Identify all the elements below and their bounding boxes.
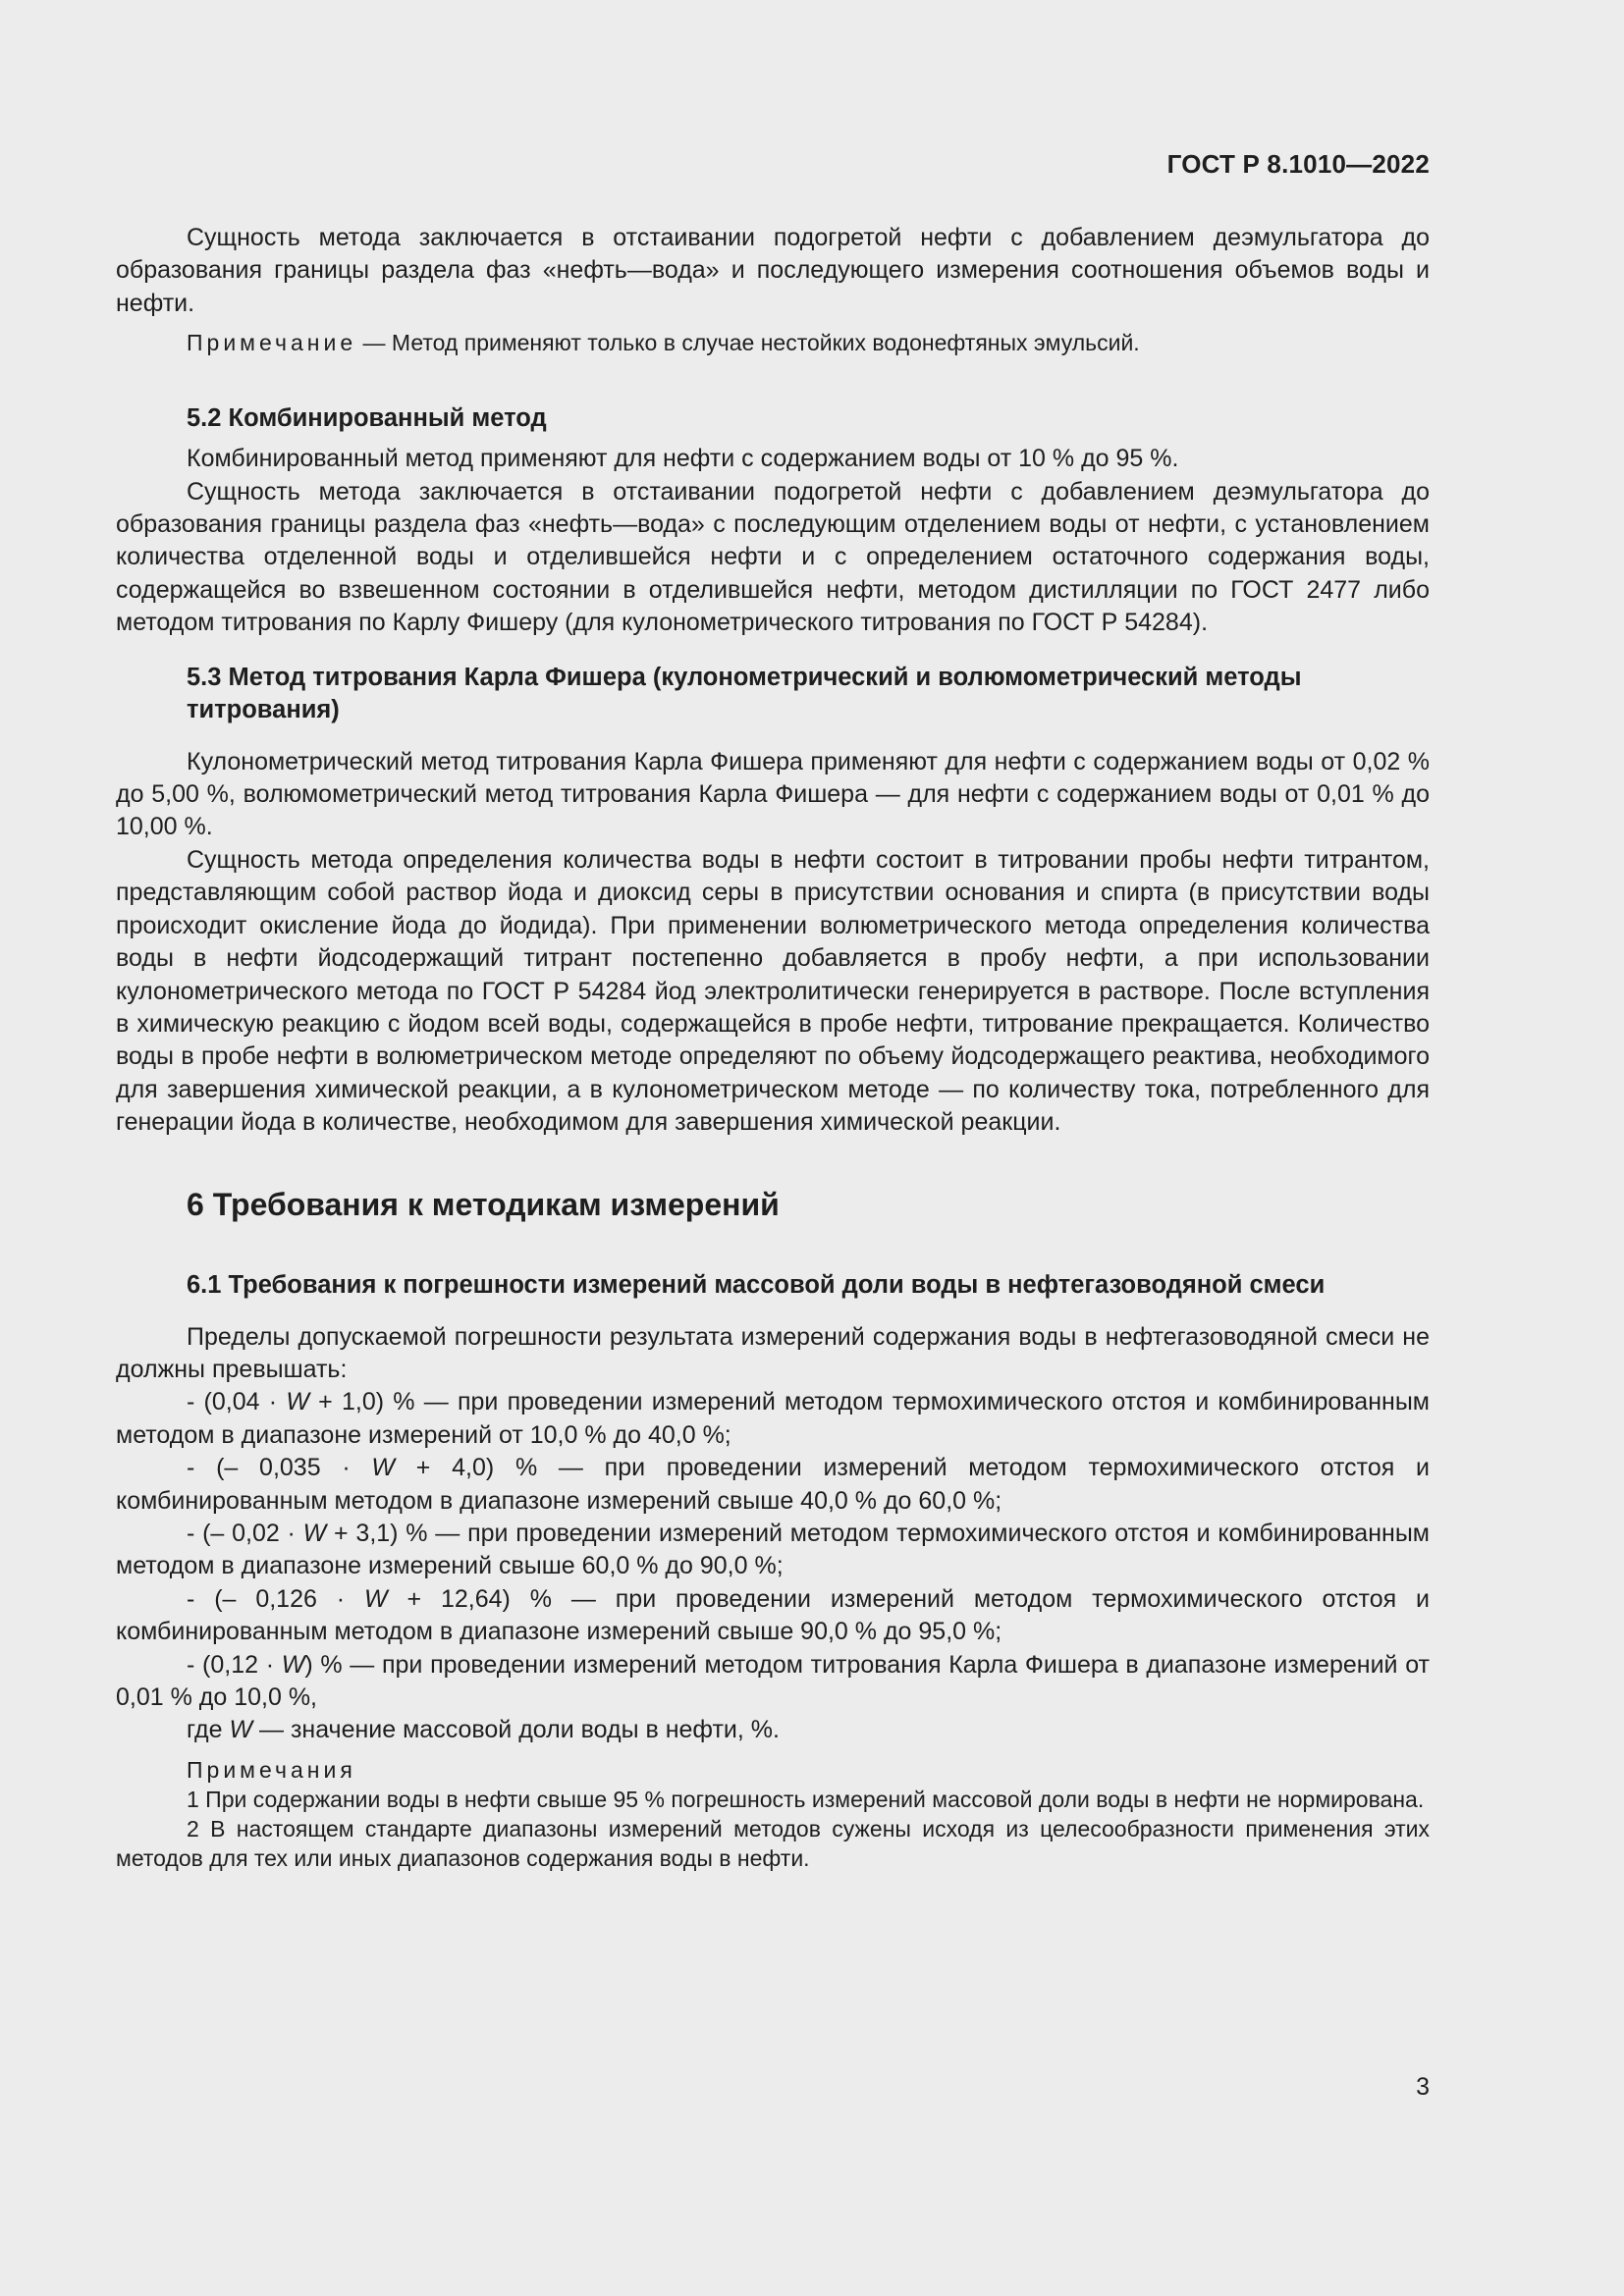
section-6-1-heading: 6.1 Требования к погрешности измерений массовой доли воды в нефтегазоводяной смеси <box>187 1270 1326 1299</box>
error-limit-item-3: - (– 0,02 · W + 3,1) % — при проведении измерений методом термохимического отстоя и комбинированным методом в диапазоне измерений свыше 60,0 % до 90,0 %; <box>116 1519 1430 1580</box>
document-body <box>116 222 1430 1873</box>
section-5-1-essence-paragraph: Сущность метода заключается в отстаивании подогретой нефти с добавлением деэмульгатора до образования границы раздела фаз «нефть—вода» и последующего измерения соотношения объемов воды и нефти. <box>116 224 1430 317</box>
section-6-1-intro: Пределы допускаемой погрешности результата измерений содержания воды в нефтегазоводяной смеси не должны превышать: <box>116 1322 1430 1383</box>
error-limit-item-4: - (– 0,126 · W + 12,64) % — при проведении измерений методом термохимического отстоя и комбинированным методом в диапазоне измерений свыше 90,0 % до 95,0 %; <box>116 1584 1430 1646</box>
error-limit-item-5: - (0,12 · W) % — при проведении измерений методом титрования Карла Фишера в диапазоне измерений от 0,01 % до 10,0 %, <box>116 1650 1430 1711</box>
section-5-3-paragraph-1: Кулонометрический метод титрования Карла Фишера применяют для нефти с содержанием воды от 0,02 % до 5,00 %, волюмометрический метод титрования Карла Фишера — для нефти с содержанием воды от 0,01 % до 10,00 %. <box>116 747 1430 841</box>
error-limit-item-2: - (– 0,035 · W + 4,0) % — при проведении измерений методом термохимического отстоя и комбинированным методом в диапазоне измерений свыше 40,0 % до 60,0 %; <box>116 1454 1430 1515</box>
notes-title: Примечания <box>187 1756 356 1783</box>
note-label: Примечание <box>187 330 357 356</box>
section-5-2-paragraph-1: Комбинированный метод применяют для нефти с содержанием воды от 10 % до 95 %. <box>187 445 1179 473</box>
section-5-2-heading: 5.2 Комбинированный метод <box>187 404 547 433</box>
document-code-header: ГОСТ Р 8.1010—2022 <box>1166 149 1430 179</box>
note-2: 2 В настоящем стандарте диапазоны измерений методов сужены исходя из целесообразности применения этих методов для тех или иных диапазонов содержания воды в нефти. <box>116 1815 1430 1871</box>
section-5-1-note <box>116 328 1430 357</box>
note-1: 1 При содержании воды в нефти свыше 95 % погрешность измерений массовой доли воды в нефти не нормирована. <box>187 1786 1425 1812</box>
section-5-3-heading: 5.3 Метод титрования Карла Фишера (кулонометрический и волюмометрический методы титрования) <box>187 663 1302 723</box>
variable-definition: где W — значение массовой доли воды в нефти, %. <box>187 1716 780 1744</box>
page-number: 3 <box>1416 2073 1430 2101</box>
section-6-heading: 6 Требования к методикам измерений <box>187 1186 780 1222</box>
error-limit-item-1: - (0,04 · W + 1,0) % — при проведении измерений методом термохимического отстоя и комбинированным методом в диапазоне измерений от 10,0 % до 40,0 %; <box>116 1388 1430 1449</box>
section-5-2-paragraph-2: Сущность метода заключается в отстаивании подогретой нефти с добавлением деэмульгатора до образования границы раздела фаз «нефть—вода» с последующим отделением воды от нефти, с установлением количества отделенной воды и отделившейся нефти и с определением остаточного содержания воды, содержащейся во взвешенном состоянии в отделившейся нефти, методом дистилляции по ГОСТ 2477 либо методом титрования по Карлу Фишеру (для кулонометрического титрования по ГОСТ Р 54284). <box>116 477 1430 637</box>
note-text: — Метод применяют только в случае нестойких водонефтяных эмульсий. <box>356 330 1140 356</box>
section-5-3-paragraph-2: Сущность метода определения количества воды в нефти состоит в титровании пробы нефти титрантом, представляющим собой раствор йода и диоксид серы в присутствии основания и спирта (в присутствии воды происходит окисление йода до йодида). При применении волюметрического метода определения количества воды в нефти йодсодержащий титрант постепенно добавляется в пробу нефти, а при использовании кулонометрического метода по ГОСТ Р 54284 йод электролитически генерируется в растворе. После вступления в химическую реакцию с йодом всей воды, содержащейся в пробе нефти, титрование прекращается. Количество воды в пробе нефти в волюметрическом методе определяют по объему йодсодержащего реактива, необходимого для завершения химической реакции, а в кулонометрическом методе — по количеству тока, потребленного для генерации йода в количестве, необходимом для завершения химической реакции. <box>116 845 1430 1137</box>
